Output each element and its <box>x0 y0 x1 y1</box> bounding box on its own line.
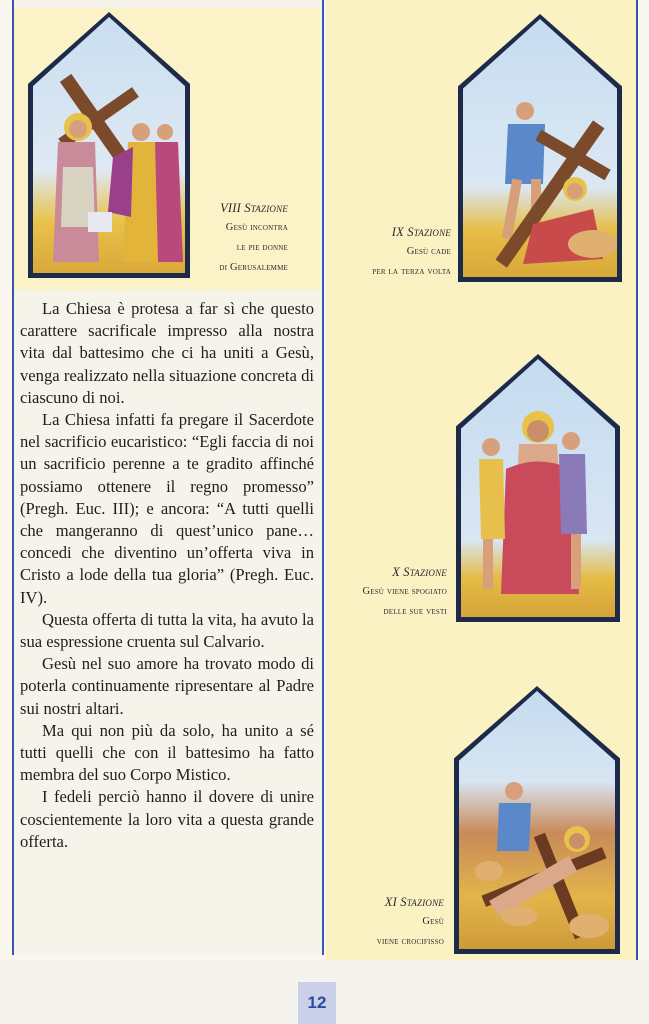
station-10-caption <box>330 562 447 622</box>
station-11-caption <box>340 892 444 952</box>
station-8-line-1: Gesù incontra <box>225 222 288 233</box>
paragraph-2: La Chiesa infatti fa pregare il Sacerdote nel sacrificio eucaristico: “Egli faccia di noi un sacrificio perenne a te gradito affinché possiamo ottenere il regno promesso” (Pregh. Euc. III); e ancora: “A tutti quelli che mangeranno di quest’unico pane… concedi che diventino un’offerta viva in Cristo a lode della tua gloria” (Pregh. Euc. IV). <box>20 410 314 607</box>
station-11-line-2: viene crocifisso <box>376 936 444 947</box>
station-10-line-1: Gesù viene spogiato <box>362 586 447 597</box>
station-9-line-2: per la terza volta <box>372 266 451 277</box>
station-8-caption <box>182 198 288 278</box>
paragraph-3: Questa offerta di tutta la vita, ha avuto la sua espressione cruenta sul Calvario. <box>20 609 314 652</box>
paragraph-6: I fedeli perciò hanno il dovere di unire coscientemente la loro vita a questa grande offerta. <box>20 787 314 851</box>
station-8-line-3: di Gerusalemme <box>219 262 288 273</box>
station-9-line-1: Gesù cade <box>406 246 451 257</box>
station-9-caption <box>340 222 451 282</box>
station-9-title: IX Stazione <box>391 225 451 239</box>
body-text <box>20 298 314 853</box>
station-10-line-2: delle sue vesti <box>383 606 447 617</box>
paragraph-4: Gesù nel suo amore ha trovato modo di poterla continuamente ripresentare al Padre sui nostri altari. <box>20 654 314 718</box>
page-number: 12 <box>298 982 336 1024</box>
station-8-line-2: le pie donne <box>236 242 288 253</box>
paragraph-1: La Chiesa è protesa a far sì che questo carattere sacrificale impresso alla nostra vita dal battesimo che ci ha uniti a Gesù, venga realizzato nella situazione concreta di ciascuno di noi. <box>20 299 314 407</box>
station-10-title: X Stazione <box>392 565 447 579</box>
station-8-title: VIII Stazione <box>220 201 288 215</box>
station-11-title: XI Stazione <box>384 895 444 909</box>
station-11-line-1: Gesù <box>422 916 444 927</box>
paragraph-5: Ma qui non più da solo, ha unito a sé tutti quelli che con il battesimo ha fatto membra del suo Corpo Mistico. <box>20 720 314 785</box>
